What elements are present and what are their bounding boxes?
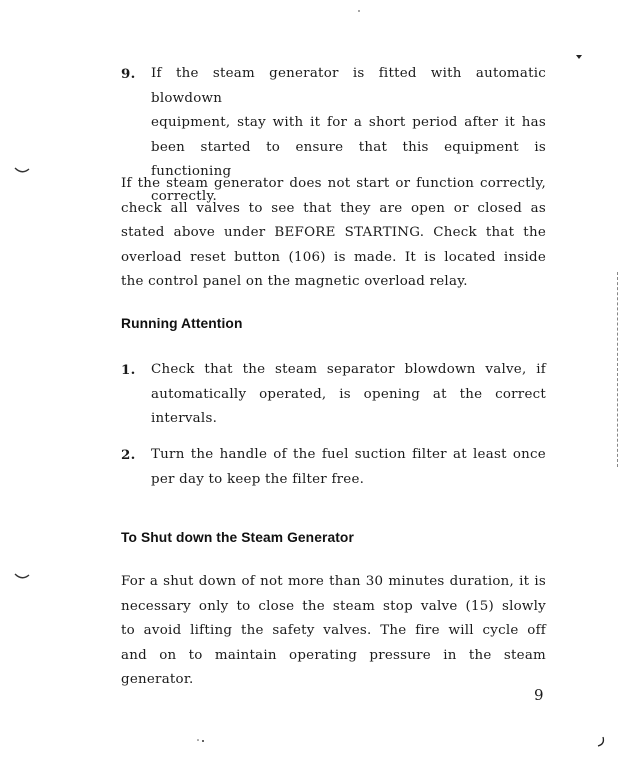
text-line: to avoid lifting the safety valves. The fire will cycle off (121, 623, 546, 638)
page-number: 9 (534, 686, 544, 704)
text-line: Turn the handle of the fuel suction filter at least once (151, 447, 546, 462)
scan-speck-top (356, 8, 362, 14)
scan-mark-left-lower (14, 572, 30, 582)
text-line: overload reset button (106) is made. It is located inside (121, 249, 546, 265)
troubleshooting-paragraph (121, 172, 546, 295)
scan-speck-bottom (196, 738, 208, 744)
text-line: correctly. (151, 188, 217, 204)
text-line: If the steam generator does not start or function correctly, (121, 176, 546, 191)
text-line: check all valves to see that they are open or closed as (121, 200, 546, 216)
text-line: necessary only to close the steam stop valve (15) slowly (121, 598, 546, 614)
text-line: per day to keep the filter free. (151, 471, 365, 487)
text-line: equipment, stay with it for a short period after it has (151, 115, 546, 130)
text-line: intervals. (151, 411, 218, 426)
item-number: 2. (121, 447, 136, 463)
item-number: 9. (121, 66, 136, 82)
text-line: For a shut down of not more than 30 minutes duration, it is (121, 574, 546, 589)
scan-mark-top-right (575, 54, 583, 60)
text-line: and on to maintain operating pressure in the steam generator. (121, 647, 546, 687)
item-text (151, 358, 546, 432)
text-line: Check that the steam separator blowdown valve, if (151, 362, 546, 377)
text-line: automatically operated, is opening at the correct (151, 386, 546, 402)
item-text (151, 443, 546, 492)
section-heading-shutdown: To Shut down the Steam Generator (121, 530, 354, 545)
shutdown-paragraph (121, 570, 546, 693)
text-line: the control panel on the magnetic overload relay. (121, 274, 468, 289)
item-number: 1. (121, 362, 136, 378)
text-line: been started to ensure that this equipment is functioning (151, 139, 546, 179)
scan-mark-left-upper (14, 166, 30, 176)
section-heading-running: Running Attention (121, 316, 243, 331)
text-line: If the steam generator is fitted with automatic blowdown (151, 66, 546, 106)
scan-mark-bottom-right (596, 736, 606, 748)
text-line: stated above under BEFORE STARTING. Check that the (121, 225, 546, 240)
